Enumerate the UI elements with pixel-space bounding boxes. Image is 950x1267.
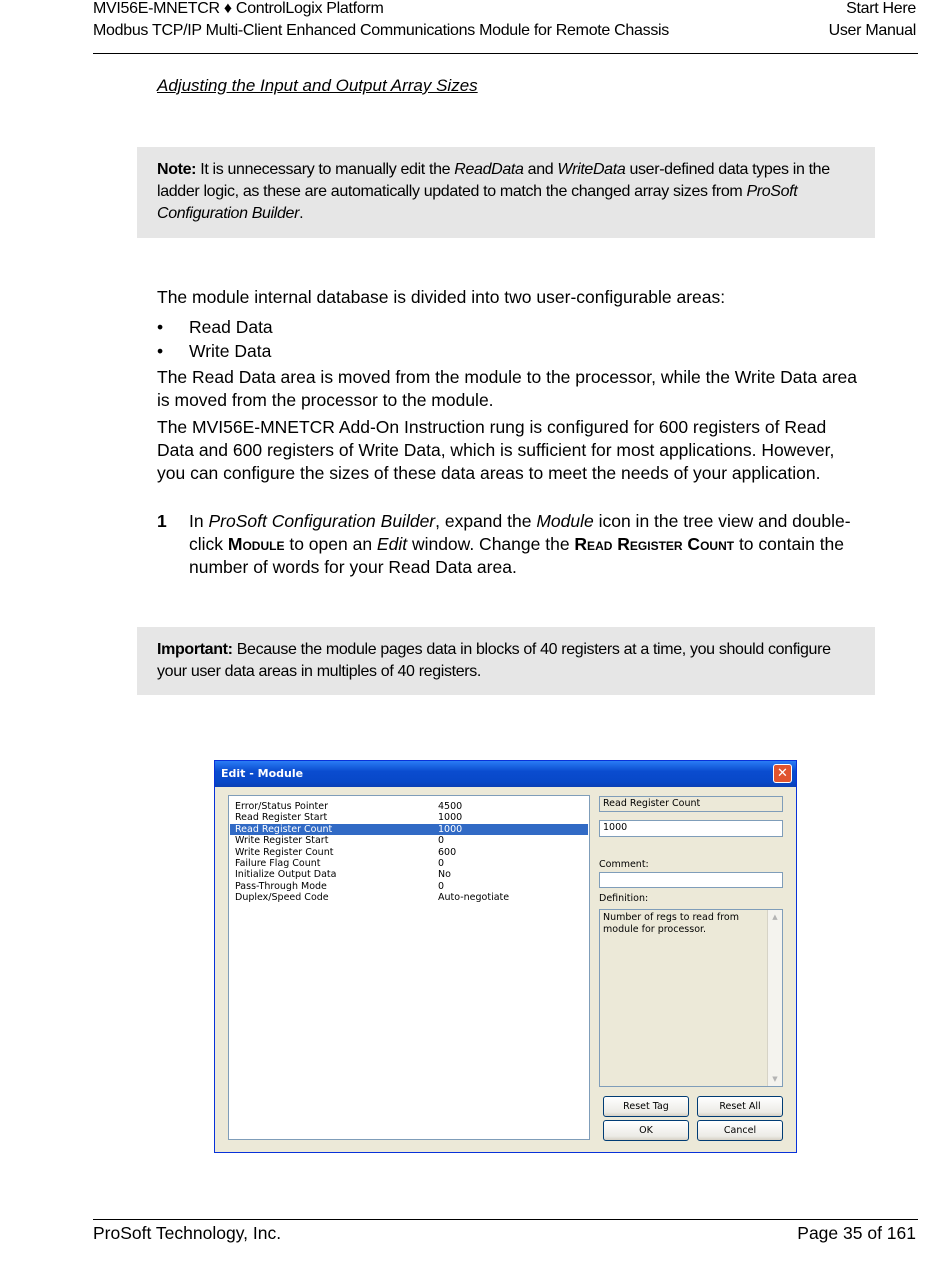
step-text-3: icon in the tree view and double-click — [189, 511, 851, 554]
table-row[interactable] — [230, 881, 588, 892]
table-row[interactable] — [230, 869, 588, 880]
data-area-paragraph: The Read Data area is moved from the module to the processor, while the Write Data area is moved from the processor to the module. — [157, 367, 858, 410]
parameter-value: No — [438, 869, 451, 881]
parameter-list[interactable] — [228, 795, 590, 1140]
note-readdata: ReadData — [454, 161, 524, 178]
parameter-key: Duplex/Speed Code — [235, 892, 329, 904]
parameter-value: Auto-negotiate — [438, 892, 510, 904]
page-number: Page 35 of 161 — [797, 1223, 916, 1243]
note-text-4: . — [299, 205, 304, 222]
step-text — [189, 510, 864, 579]
aoi-paragraph: The MVI56E-MNETCR Add-On Instruction rung is configured for 600 registers of Read Data and 600 registers of Write Data, which is sufficient for most applications. However, you can configure the sizes of these data areas to meet the needs of your application. — [157, 417, 835, 483]
step-number: 1 — [157, 511, 167, 531]
page-header — [93, 0, 918, 54]
table-row[interactable] — [230, 824, 588, 835]
definition-box — [599, 909, 783, 1087]
step-read-register-count-ref: Read Register Count — [574, 534, 735, 554]
step-edit-ref: Edit — [376, 534, 408, 554]
bullet-text: Write Data — [189, 341, 272, 361]
step-text-2: , expand the — [435, 511, 537, 531]
edit-module-dialog — [214, 760, 797, 1153]
header-doc-type: User Manual — [828, 22, 916, 39]
table-row[interactable] — [230, 801, 588, 812]
comment-label: Comment: — [599, 859, 649, 870]
note-text-1: It is unnecessary to manually edit the — [196, 161, 455, 178]
step-text-6: to contain the number of words for your Read Data area. — [189, 534, 845, 577]
step-text-1: In — [189, 511, 209, 531]
bullet-text: Read Data — [189, 317, 273, 337]
parameter-key: Failure Flag Count — [235, 858, 321, 869]
definition-label: Definition: — [599, 893, 649, 904]
parameter-name-field: Read Register Count — [599, 796, 783, 812]
important-text: Because the module pages data in blocks of 40 registers at a time, you should configure your user data areas in multiples of 40 registers. — [157, 641, 831, 680]
bullet-icon: • — [157, 341, 164, 361]
note-box — [137, 147, 875, 238]
parameter-value: 0 — [438, 880, 445, 892]
note-pcb: ProSoft Configuration Builder — [157, 183, 798, 222]
header-product-title: MVI56E-MNETCR ♦ ControlLogix Platform — [93, 0, 384, 17]
scroll-up-icon[interactable]: ▲ — [772, 913, 778, 921]
step-module-icon-ref: Module — [536, 511, 594, 531]
parameter-key: Error/Status Pointer — [235, 801, 328, 812]
table-row[interactable] — [230, 858, 588, 869]
step-text-4: to open an — [284, 534, 377, 554]
reset-tag-button[interactable]: Reset Tag — [603, 1096, 689, 1117]
cancel-button[interactable]: Cancel — [697, 1120, 783, 1141]
parameter-value-input[interactable]: 1000 — [599, 820, 783, 837]
dialog-title: Edit - Module — [221, 767, 304, 780]
scroll-down-icon[interactable]: ▼ — [772, 1075, 778, 1083]
important-box — [137, 627, 875, 695]
close-icon[interactable]: ✕ — [773, 764, 792, 783]
definition-scrollbar[interactable] — [767, 910, 782, 1086]
table-row[interactable] — [230, 812, 588, 823]
table-row[interactable] — [230, 892, 588, 903]
parameter-value: 0 — [438, 858, 445, 869]
step-pcb: ProSoft Configuration Builder — [208, 511, 436, 531]
parameter-key: Read Register Start — [235, 812, 328, 824]
comment-input[interactable] — [599, 872, 783, 888]
section-title: Adjusting the Input and Output Array Sizes — [157, 76, 478, 95]
note-text-2: and — [523, 161, 558, 178]
parameter-value: 1000 — [438, 812, 463, 824]
intro-paragraph: The module internal database is divided into two user-configurable areas: — [157, 287, 726, 307]
page-footer — [93, 1219, 918, 1250]
parameter-key: Initialize Output Data — [235, 869, 337, 881]
parameter-key: Read Register Count — [235, 823, 333, 835]
parameter-value: 4500 — [438, 801, 463, 812]
table-row[interactable] — [230, 835, 588, 846]
note-writedata: WriteData — [557, 161, 626, 178]
definition-text: Number of regs to read from module for processor. — [603, 912, 739, 935]
parameter-key: Write Register Start — [235, 835, 329, 847]
step-module-ref: Module — [227, 534, 285, 554]
footer-company: ProSoft Technology, Inc. — [93, 1223, 282, 1243]
header-product-subtitle: Modbus TCP/IP Multi-Client Enhanced Communications Module for Remote Chassis — [93, 22, 669, 39]
bullet-icon: • — [157, 317, 164, 337]
dialog-title-bar[interactable] — [215, 761, 796, 787]
note-label: Note: — [157, 161, 197, 178]
parameter-value: 600 — [438, 846, 457, 858]
parameter-key: Write Register Count — [235, 846, 334, 858]
reset-all-button[interactable]: Reset All — [697, 1096, 783, 1117]
parameter-value: 1000 — [438, 823, 463, 835]
important-label: Important: — [157, 641, 233, 658]
note-text-3: user-defined data types in the ladder logic, as these are automatically updated to match the changed array sizes from — [157, 161, 830, 200]
parameter-key: Pass-Through Mode — [235, 880, 327, 892]
parameter-value: 0 — [438, 835, 445, 847]
table-row[interactable] — [230, 847, 588, 858]
ok-button[interactable]: OK — [603, 1120, 689, 1141]
step-text-5: window. Change the — [407, 534, 575, 554]
header-section-name: Start Here — [846, 0, 916, 17]
